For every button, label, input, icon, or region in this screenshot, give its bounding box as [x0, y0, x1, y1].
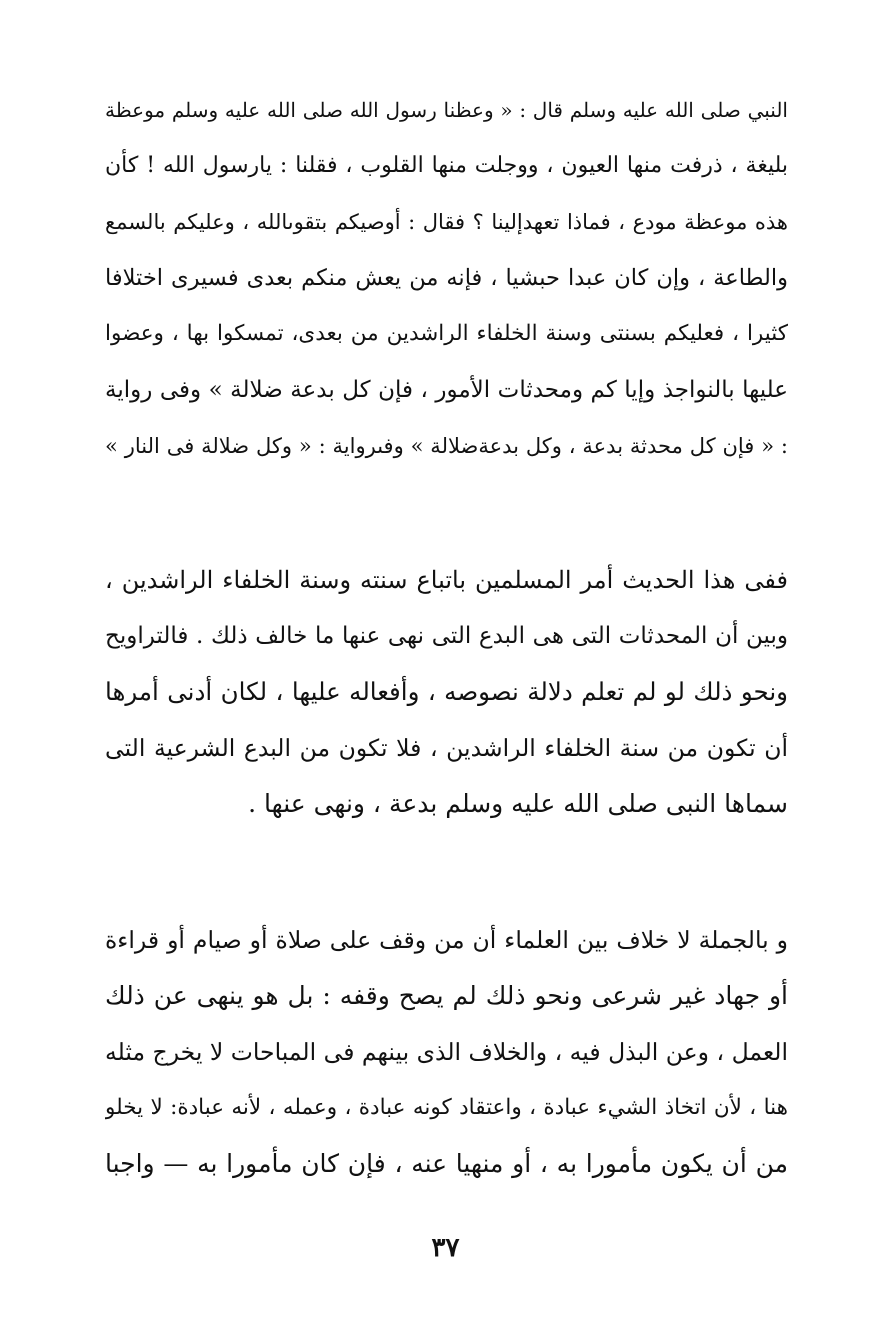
text-line: كثيرا ، فعليكم بسنتى وسنة الخلفاء الراشدين من بعدى، تمسكوا بها ، وعضوا	[105, 321, 788, 346]
paragraph-ruling	[105, 912, 788, 1192]
text-line: عليها بالنواجذ وإيا كم ومحدثات الأمور ، فإن كل بدعة ضلالة » وفى رواية	[105, 377, 788, 403]
text-line: أو جهاد غير شرعى ونحو ذلك لم يصح وقفه : بل هو ينهى عن ذلك	[105, 981, 788, 1010]
text-line: النبي صلى الله عليه وسلم قال : « وعظنا رسول الله صلى الله عليه وسلم موعظة	[105, 98, 788, 122]
text-line: هذه موعظة مودع ، فماذا تعهدإلينا ؟ فقال : أوصيكم بتقوىالله ، وعليكم بالسمع	[105, 210, 788, 234]
text-line: ونحو ذلك لو لم تعلم دلالة نصوصه ، وأفعاله عليها ، لكان أدنى أمرها	[105, 677, 788, 706]
text-line: سماها النبى صلى الله عليه وسلم بدعة ، ونهى عنها .	[248, 789, 788, 818]
page-number: ٣٧	[431, 1233, 460, 1263]
text-line: ففى هذا الحديث أمر المسلمين باتباع سنته وسنة الخلفاء الراشدين ،	[105, 566, 788, 594]
text-line: العمل ، وعن البذل فيه ، والخلاف الذى بينهم فى المباحات لا يخرج مثله	[105, 1038, 788, 1066]
paragraph-commentary	[105, 552, 788, 832]
text-line: أن تكون من سنة الخلفاء الراشدين ، فلا تكون من البدع الشرعية التى	[105, 734, 788, 762]
text-line: من أن يكون مأمورا به ، أو منهيا عنه ، فإن كان مأمورا به — واجبا	[105, 1149, 788, 1178]
text-line: وبين أن المحدثات التى هى البدع التى نهى عنها ما خالف ذلك . فالتراويح	[105, 623, 788, 649]
text-line: هنا ، لأن اتخاذ الشيء عبادة ، واعتقاد كونه عبادة ، وعمله ، لأنه عبادة: لا يخلو	[105, 1095, 788, 1120]
paragraph-hadith	[105, 82, 788, 474]
text-line: : « فإن كل محدثة بدعة ، وكل بدعةضلالة » وفىرواية : « وكل ضلالة فى النار »	[105, 434, 788, 458]
text-line: والطاعة ، وإن كان عبدا حبشيا ، فإنه من يعش منكم بعدى فسيرى اختلافا	[105, 265, 788, 291]
text-line: و بالجملة لا خلاف بين العلماء أن من وقف على صلاة أو صيام أو قراءة	[105, 926, 788, 954]
text-line: بليغة ، ذرفت منها العيون ، ووجلت منها القلوب ، فقلنا : يارسول الله ! كأن	[105, 153, 788, 178]
